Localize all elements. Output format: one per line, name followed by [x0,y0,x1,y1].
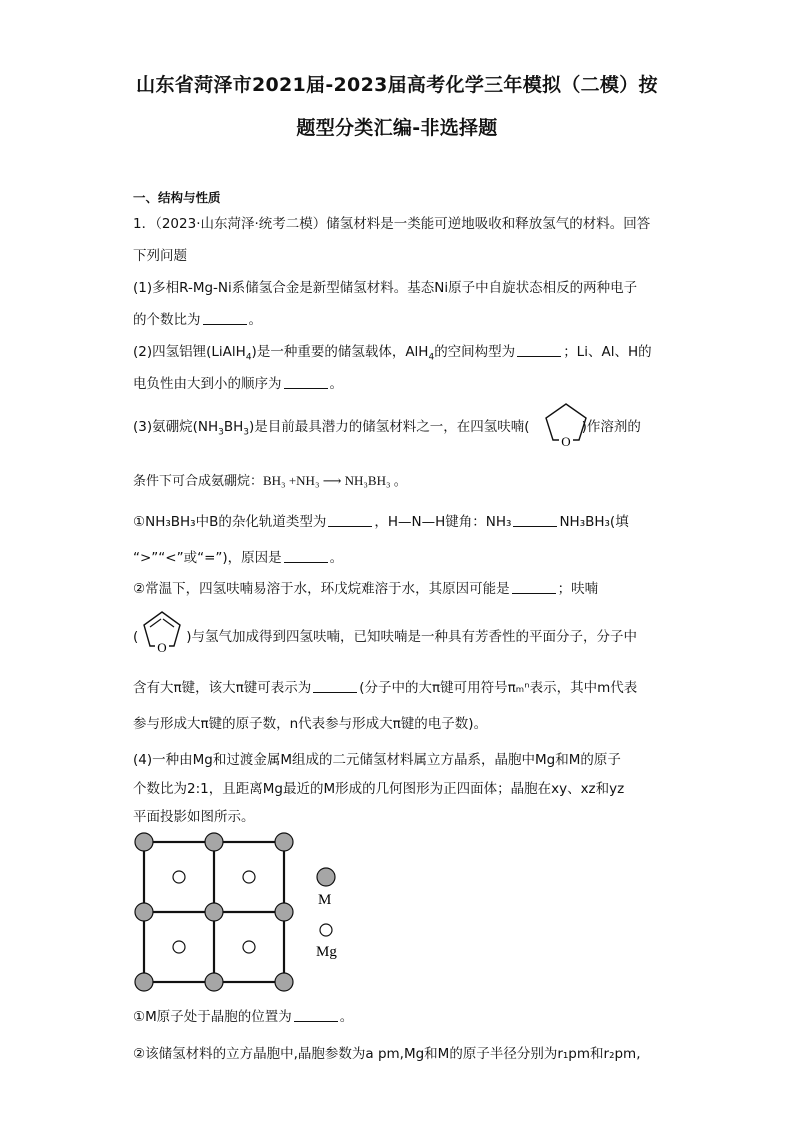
part2-a-mid: )是一种重要的储氢载体，AlH [251,344,429,360]
q1-intro-a: 1．（2023·山东菏泽·统考二模）储氢材料是一类能可逆地吸收和释放氢气的材料。回答 [133,216,651,232]
q3-2-line-a [133,577,598,597]
q3-2-c-post: (分子中的大π键可用符号πₘⁿ表示，其中m代表 [359,680,638,696]
part1-b-pre: 的个数比为 [133,312,201,328]
mg-atom [173,871,185,883]
part4-line-b: 个数比为2:1，且距离Mg最近的M形成的几何图形为正四面体；晶胞在xy、xz和yz [133,781,625,797]
q3-1-a-post: NH₃BH₃(填 [559,514,629,530]
part2-line-a [133,340,652,363]
m-atom [135,903,153,921]
sub-4b: 4 [428,352,435,363]
m-atom [275,973,293,991]
q4-1-post: 。 [339,1009,354,1025]
part3-a-post: )作溶剂的 [581,419,641,435]
q3-2-b-post: )与氢气加成得到四氢呋喃，已知呋喃是一种具有芳香性的平面分子，分子中 [186,629,638,645]
q3-1-b-post: 。 [329,550,344,566]
part1-b-post: 。 [248,312,262,328]
part4-line-a: (4)一种由Mg和过渡金属M组成的二元储氢材料属立方晶系，晶胞中Mg和M的原子 [133,752,621,768]
legend-mg-label: Mg [316,944,337,960]
answer-blank[interactable] [512,581,556,594]
part1-line-b [133,308,262,328]
doc-title-line2: 题型分类汇编-非选择题 [296,117,498,139]
answer-blank[interactable] [284,550,328,563]
tetrahydrofuran-ring-icon [538,398,594,450]
q3-1-a-mid: ，H—N—H键角：NH₃ [374,514,512,530]
m-atom [205,833,223,851]
part2-a-post: ；Li、Al、H的 [563,344,652,360]
part4-line-c: 平面投影如图所示。 [133,809,255,825]
sub-4: 4 [245,352,252,363]
part1-line-a: (1)多相R-Mg-Ni系储氢合金是新型储氢材料。基态Ni原子中自旋状态相反的两种电子 [133,280,638,296]
answer-blank[interactable] [284,376,328,389]
q3-2-a-pre: ②常温下，四氢呋喃易溶于水，环戊烷难溶于水，其原因可能是 [133,581,510,597]
q4-1-pre: ①M原子处于晶胞的位置为 [133,1009,292,1025]
answer-blank[interactable] [328,514,372,527]
q3-1-line-a [133,510,629,530]
m-atom [135,973,153,991]
m-atom [135,833,153,851]
mg-atom [243,871,255,883]
q3-2-line-c [133,676,637,696]
q3-2-line-b [133,625,637,645]
diagram-legend [310,866,360,966]
answer-blank[interactable] [203,312,247,325]
m-atom [205,973,223,991]
q3-2-line-d: 参与形成大π键的原子数，n代表参与形成大π键的电子数)。 [133,716,488,732]
q4-1-line [133,1005,353,1025]
q3-2-c-pre: 含有大π键，该大π键可表示为 [133,680,312,696]
m-atom [275,903,293,921]
part3-a-bh: BH [223,419,244,435]
part2-b-pre: 电负性由大到小的顺序为 [133,376,282,392]
q3-2-a-post: ；呋喃 [557,581,599,597]
crystal-projection-diagram [130,828,305,1003]
part2-line-b [133,372,343,392]
legend-m-label: M [318,892,332,908]
thf-oxygen-label: O [561,434,571,449]
sub-3: 3 [218,427,224,438]
m-atom [275,833,293,851]
part3-line-b: 条件下可合成氨硼烷：BH₃ +NH₃ ⟶ NH₃BH₃ 。 [133,473,407,488]
legend-m-swatch [317,868,335,886]
q3-1-line-b [133,546,343,566]
sub-3b: 3 [243,427,250,438]
part2-b-post: 。 [329,376,343,392]
doc-title-line1: 山东省菏泽市2021届-2023届高考化学三年模拟（二模）按 [136,74,658,96]
answer-blank[interactable] [517,344,561,357]
legend-mg-swatch [320,924,332,936]
q4-2-line: ②该储氢材料的立方晶胞中,晶胞参数为a pm,Mg和M的原子半径分别为r₁pm和r₂pm, [133,1046,641,1062]
q1-intro-b: 下列问题 [133,248,187,264]
furan-ring-icon [137,606,187,656]
q3-2-b-pre: ( [133,629,139,645]
mg-atom [243,941,255,953]
q3-1-b-pre: “>”“<”或“=”)，原因是 [133,550,282,566]
furan-oxygen-label: O [157,640,167,655]
section-heading: 一、结构与性质 [133,190,221,205]
answer-blank[interactable] [513,514,557,527]
mg-atom [173,941,185,953]
answer-blank[interactable] [294,1009,338,1022]
m-atom [205,903,223,921]
part2-a-pre: (2)四氢铝锂(LiAlH [133,344,246,360]
q3-1-a-pre: ①NH₃BH₃中B的杂化轨道类型为 [133,514,327,530]
part3-a-pre: (3)氨硼烷(NH [133,419,219,435]
answer-blank[interactable] [313,680,357,693]
part3-a-mid: )是目前最具潜力的储氢材料之一，在四氢呋喃( [249,419,530,435]
part2-a-mid2: 的空间构型为 [434,344,516,360]
